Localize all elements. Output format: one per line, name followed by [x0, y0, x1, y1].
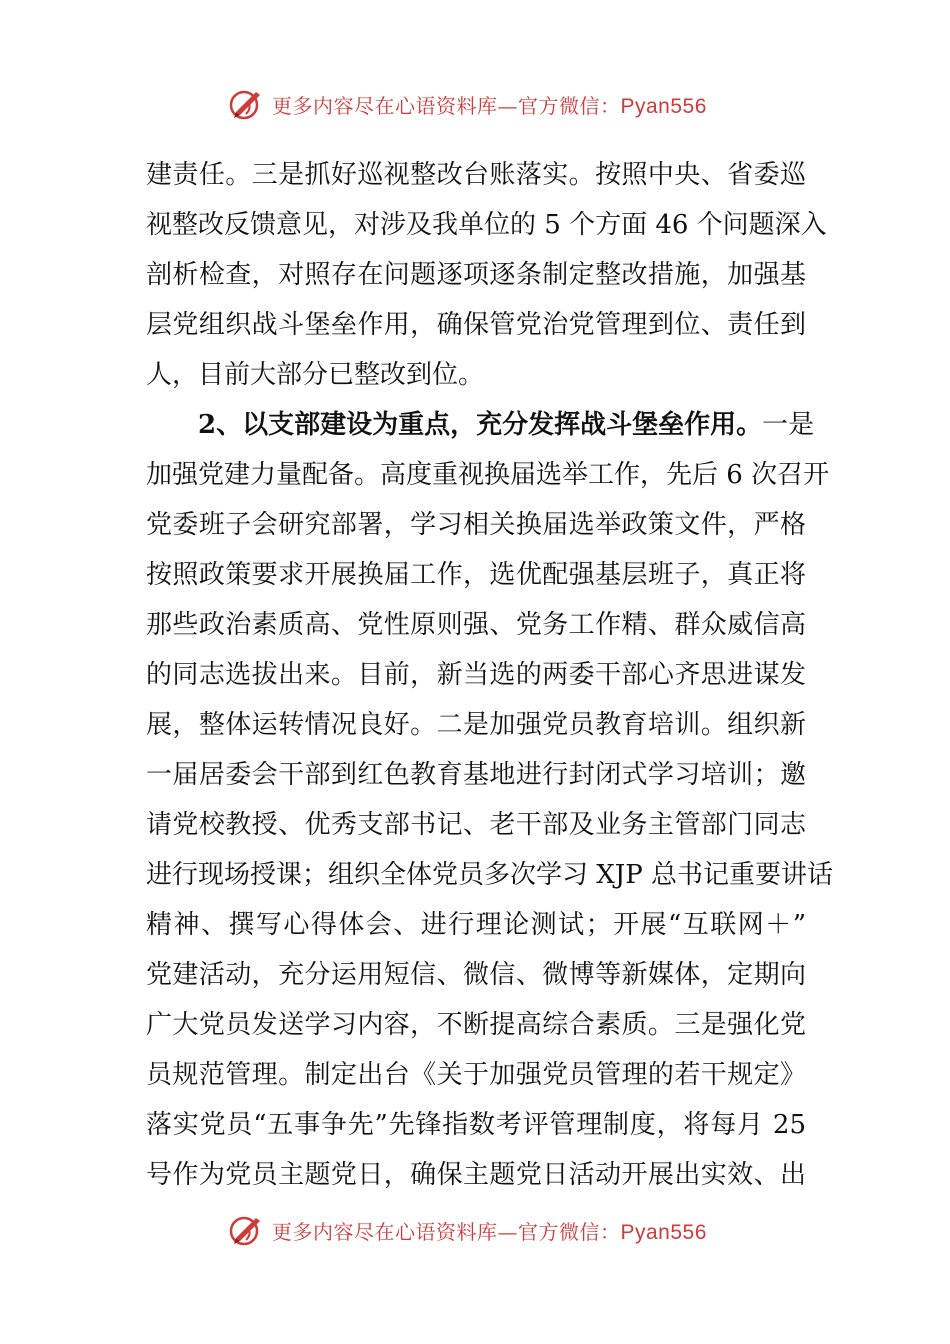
line-text: 进行现场授课；组织全体党员多次学习 XJP 总书记重要讲话 — [146, 860, 833, 890]
line-text: 剖析检查，对照存在问题逐项逐条制定整改措施，加强基 — [146, 260, 806, 290]
document-body — [146, 150, 833, 1200]
line-text: 党委班子会研究部署，学习相关换届选举政策文件，严格 — [146, 510, 806, 540]
line-text: 员规范管理。制定出台《关于加强党员管理的若干规定》 — [146, 1060, 806, 1090]
text-line — [146, 1150, 806, 1200]
text-line — [146, 450, 830, 500]
text-line — [146, 200, 827, 250]
line-text: 视整改反馈意见，对涉及我单位的 5 个方面 46 个问题深入 — [146, 210, 827, 240]
line-text: 那些政治素质高、党性原则强、党务工作精、群众威信高 — [146, 610, 806, 640]
line-text: 加强党建力量配备。高度重视换届选举工作，先后 6 次召开 — [146, 460, 830, 490]
text-line — [146, 850, 833, 900]
line-text: 广大党员发送学习内容，不断提高综合素质。三是强化党 — [146, 1010, 806, 1040]
line-text: 建责任。三是抓好巡视整改台账落实。按照中央、省委巡 — [146, 160, 806, 190]
text-line — [146, 700, 806, 750]
line-text: 一届居委会干部到红色教育基地进行封闭式学习培训；邀 — [146, 760, 806, 790]
footer-watermark — [0, 1208, 950, 1252]
line-text: 展，整体运转情况良好。二是加强党员教育培训。组织新 — [146, 710, 806, 740]
line-text: 按照政策要求开展换届工作，选优配强基层班子，真正将 — [146, 560, 806, 590]
text-line — [146, 300, 806, 350]
text-line — [146, 550, 806, 600]
header-watermark — [0, 82, 950, 126]
line-text: 落实党员“五事争先”先锋指数考评管理制度，将每月 25 — [146, 1110, 806, 1140]
text-line — [146, 950, 806, 1000]
line-text: 人，目前大部分已整改到位。 — [146, 360, 485, 390]
line-text: 号作为党员主题党日，确保主题党日活动开展出实效、出 — [146, 1160, 806, 1190]
line-text: 精神、撰写心得体会、进行理论测试；开展“互联网＋” — [146, 910, 806, 940]
text-line — [146, 250, 806, 300]
text-line — [146, 500, 806, 550]
line-text: 党建活动，充分运用短信、微信、微博等新媒体，定期向 — [146, 960, 806, 990]
section-heading: 2、以支部建设为重点，充分发挥战斗堡垒作用。 — [198, 410, 763, 440]
line-text: 一是 — [762, 410, 815, 440]
watermark-text: 更多内容尽在心语资料库—官方微信：Pyan556 — [272, 1219, 707, 1244]
text-line — [146, 350, 806, 400]
watermark-text: 更多内容尽在心语资料库—官方微信：Pyan556 — [272, 93, 707, 118]
text-line — [146, 1000, 806, 1050]
text-line — [146, 400, 815, 450]
text-line — [146, 750, 806, 800]
text-line — [146, 650, 806, 700]
line-text: 请党校教授、优秀支部书记、老干部及业务主管部门同志 — [146, 810, 806, 840]
text-line — [146, 600, 806, 650]
text-line — [146, 1050, 806, 1100]
text-line — [146, 1100, 806, 1150]
pen-seal-logo-icon — [226, 84, 266, 124]
line-text: 的同志选拔出来。目前，新当选的两委干部心齐思进谋发 — [146, 660, 806, 690]
text-line — [146, 150, 806, 200]
text-line — [146, 800, 806, 850]
text-line — [146, 900, 806, 950]
pen-seal-logo-icon — [226, 1210, 266, 1250]
line-text: 层党组织战斗堡垒作用，确保管党治党管理到位、责任到 — [146, 310, 806, 340]
